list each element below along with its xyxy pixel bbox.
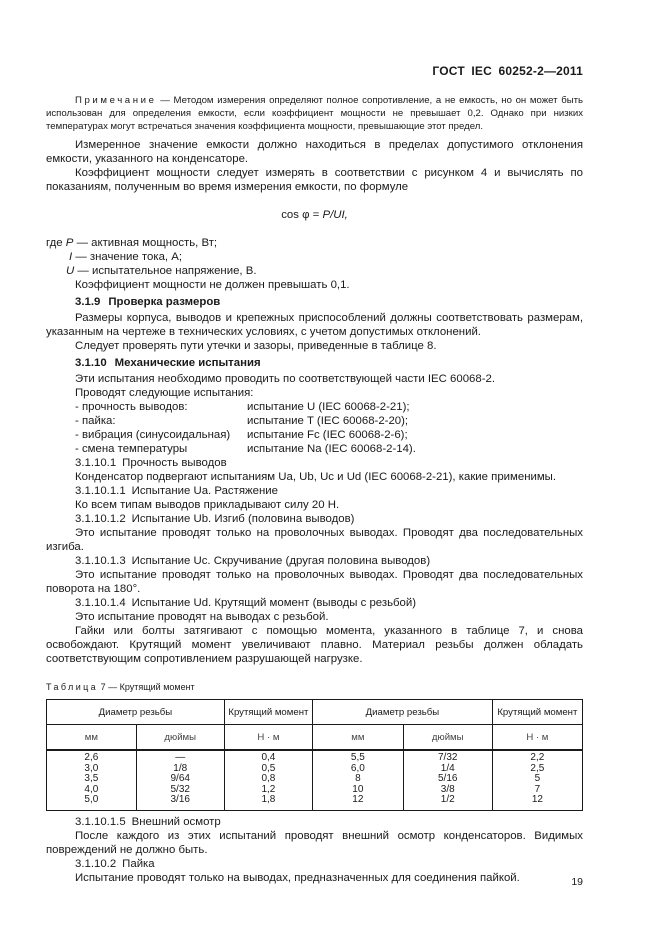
note-text: Примечание — Методом измерения определяют полное сопротивление, а не емкость, но он может быть использован для определения емкости, если коэффициент мощности не превышает 0,2. Однако при низких температурах могут встречаться значения коэффициента мощности, превышающие этот предел. [46, 95, 583, 132]
col-header-torque: Крутящий момент [492, 700, 582, 725]
paragraph: После каждого из этих испытаний проводят внешний осмотр конденсаторов. Видимых повреждений не должно быть. [46, 829, 583, 856]
subsection-heading: 3.1.10.1.3 Испытание Uc. Скручивание (другая половина выводов) [75, 555, 431, 567]
subsection-heading: 3.1.10.2 Пайка [75, 857, 155, 870]
paragraph: Размеры корпуса, выводов и крепежных приспособлений должны соответствовать размерам, указанным на чертеже в технических условиях, с учетом допустимых отклонений. [46, 312, 583, 338]
col-header-diameter: Диаметр резьбы [47, 700, 225, 725]
paragraph: Конденсатор подвергают испытаниям Ua, Ub, Uc и Ud (IEC 60068-2-21), какие применимы. [75, 471, 557, 483]
cell-mm-right: 5,5 6,0 8 10 12 [313, 750, 404, 810]
page-number: 19 [571, 876, 583, 888]
paragraph: Эти испытания необходимо проводить по соответствующей части IEC 60068-2. [75, 373, 496, 385]
col-header-nm: Н · м [224, 725, 312, 751]
note-label: Примечание [75, 95, 157, 106]
torque-table [46, 699, 583, 811]
legend-line: U — испытательное напряжение, В. [66, 265, 257, 277]
section-heading-3-1-9: 3.1.9 Проверка размеров [75, 296, 221, 308]
paragraph: Коэффициент мощности следует измерять в соответствии с рисунком 4 и вычислять по показаниям, полученным во время измерения емкости, по формуле [46, 167, 583, 193]
list-item: - прочность выводов: испытание U (IEC 60068-2-21); [75, 401, 410, 413]
list-item: - пайка: испытание T (IEC 60068-2-20); [75, 415, 409, 427]
section-heading-3-1-10: 3.1.10 Механические испытания [75, 357, 261, 369]
paragraph: Ко всем типам выводов прикладывают силу 20 Н. [75, 499, 340, 511]
col-header-torque: Крутящий момент [224, 700, 312, 725]
paragraph: Это испытание проводят на выводах с резьбой. [75, 611, 329, 623]
legend-line: I — значение тока, А; [69, 251, 182, 263]
paragraph: Испытание проводят только на выводах, предназначенных для соединения пайкой. [75, 871, 520, 884]
note-block [46, 94, 583, 133]
paragraph: Следует проверять пути утечки и зазоры, приведенные в таблице 8. [75, 340, 437, 352]
paragraph: Проводят следующие испытания: [75, 387, 254, 399]
paragraph: Коэффициент мощности не должен превышать 0,1. [75, 279, 350, 291]
list-item: - вибрация (синусоидальная) испытание Fc (IEC 60068-2-6); [75, 429, 408, 441]
subsection-heading: 3.1.10.1.4 Испытание Ud. Крутящий момент (выводы с резьбой) [75, 597, 417, 609]
paragraph: Измеренное значение емкости должно находиться в пределах допустимого отклонения емкости, указанного на конденсаторе. [46, 139, 583, 165]
table-row [47, 750, 583, 810]
tests-list [46, 400, 583, 456]
document-header: ГОСТ IEC 60252-2—2011 [432, 64, 583, 78]
formula: cos φ = P/UI, [281, 209, 348, 221]
cell-inch-right: 7/32 1/4 5/16 3/8 1/2 [403, 750, 492, 810]
subsection-heading: 3.1.10.1.5 Внешний осмотр [75, 815, 221, 828]
cell-mm-left: 2,6 3,0 3,5 4,0 5,0 [47, 750, 137, 810]
col-header-inch: дюймы [136, 725, 224, 751]
table-caption: Таблица 7 — Крутящий момент [46, 682, 195, 692]
cell-nm-left: 0,4 0,5 0,8 1,2 1,8 [224, 750, 312, 810]
subsection-heading: 3.1.10.1.2 Испытание Ub. Изгиб (половина выводов) [75, 513, 355, 525]
formula-legend [46, 236, 583, 278]
col-header-mm: мм [313, 725, 404, 751]
paragraph: Это испытание проводят только на проволочных выводах. Проводят два последовательных поворота на 180°. [46, 569, 583, 595]
col-header-diameter: Диаметр резьбы [313, 700, 493, 725]
subsection-heading: 3.1.10.1 Прочность выводов [75, 457, 227, 469]
paragraph: Это испытание проводят только на проволочных выводах. Проводят два последовательных изгиба. [46, 527, 583, 553]
cell-nm-right: 2,2 2,5 5 7 12 [492, 750, 582, 810]
legend-line: где P — активная мощность, Вт; [46, 237, 218, 249]
col-header-inch: дюймы [403, 725, 492, 751]
list-item: - смена температуры испытание Na (IEC 60068-2-14). [75, 443, 416, 455]
col-header-mm: мм [47, 725, 137, 751]
page-content [46, 94, 583, 885]
cell-inch-left: — 1/8 9/64 5/32 3/16 [136, 750, 224, 810]
col-header-nm: Н · м [492, 725, 582, 751]
subsection-heading: 3.1.10.1.1 Испытание Ua. Растяжение [75, 485, 278, 497]
paragraph: Гайки или болты затягивают с помощью момента, указанного в таблице 7, и снова освобождают. Крутящий момент увеличивают плавно. Материал резьбы должен обладать соответствующим сопротивлением разрушающей нагрузке. [46, 625, 583, 665]
